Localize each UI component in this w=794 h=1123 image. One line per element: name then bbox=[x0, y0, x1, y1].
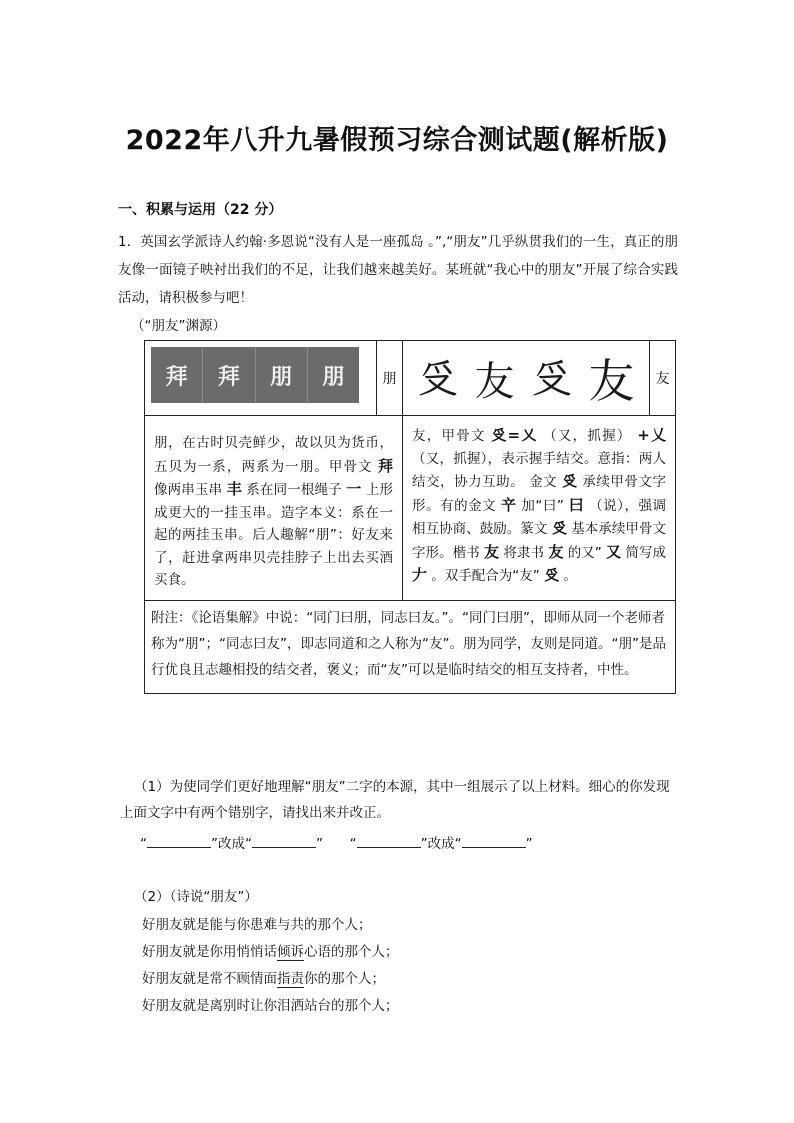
you-evolution-strip bbox=[409, 348, 643, 408]
you-desc-text: 的又” bbox=[567, 544, 602, 561]
you-glyph-3: 𠬪 bbox=[531, 355, 572, 402]
answer-blank-2[interactable] bbox=[252, 834, 316, 848]
you-clerical-glyph: 友 bbox=[548, 542, 564, 561]
you-desc-text: 承续甲骨文字形。有的金文 bbox=[412, 474, 666, 514]
peng-seal-4: 朋 bbox=[322, 364, 345, 390]
peng-seal-2: 拜 bbox=[203, 347, 255, 403]
poem-text: 你的那个人； bbox=[304, 971, 385, 987]
you-bronze-alt-glyph: 䇂 bbox=[501, 495, 517, 514]
poem-line bbox=[142, 966, 399, 993]
peng-char-cell: 朋 bbox=[377, 341, 403, 416]
poem bbox=[142, 912, 399, 1020]
source-label: （“朋友”渊源） bbox=[131, 318, 226, 334]
yue-glyph: 曰 bbox=[568, 495, 585, 514]
underlined-word: 倾诉 bbox=[277, 944, 304, 960]
rope-glyph: 一 bbox=[346, 480, 362, 498]
peng-seal-3: 朋 bbox=[256, 347, 308, 403]
peng-desc-text: 系在同一根绳子 bbox=[246, 482, 342, 498]
peng-desc-text: 上形成更大的一挂玉串。造字本义：系在一起的两挂玉串。后人趣解“朋”：好友来了，赶进拿两串贝壳挂脖子上出去买酒买食。 bbox=[154, 482, 394, 588]
you-desc-text: （又，抓握） bbox=[543, 428, 632, 444]
poem-line bbox=[142, 939, 399, 966]
answer-fill-line bbox=[140, 832, 533, 852]
poem-text: 好朋友就是离别时让你泪洒站台的那个人； bbox=[142, 998, 399, 1014]
you-desc-text: 。 bbox=[563, 568, 577, 584]
jade-string-glyph: 丰 bbox=[226, 480, 242, 498]
table-note: 附注：《论语集解》中说：“同门曰朋，同志曰友。”。“同门曰朋”，即师从同一个老师者称为“朋”；“同志曰友”，即志同道和之人称为“友”。朋为同学，友则是同道。“朋”是品行优良且志趣相投的结交者，褒义；而“友”可以是临时结交的相互支持者，中性。 bbox=[145, 600, 676, 693]
you-desc-text: 将隶书 bbox=[503, 544, 544, 561]
you-desc-text: 基本承续甲骨文字形。楷书 bbox=[412, 521, 666, 561]
you-evolution-images bbox=[403, 341, 650, 416]
peng-seal-strip bbox=[151, 347, 359, 403]
you-glyph-4: 友 bbox=[588, 354, 635, 408]
you-desc-text: 友，甲骨文 bbox=[412, 428, 486, 444]
section-heading: 一、积累与运用（22 分） bbox=[118, 202, 283, 218]
you-seal-glyph: 𠬪 bbox=[551, 519, 567, 537]
you-desc-text: 。双手配合为“友” bbox=[431, 568, 540, 584]
quote-mark: “ bbox=[349, 836, 357, 852]
change-to-text: ”改成“ bbox=[211, 836, 252, 852]
you-regular-glyph: 友 bbox=[484, 542, 500, 561]
you-bronze-glyph: 𠬪 bbox=[561, 472, 578, 490]
poem-line bbox=[142, 912, 399, 939]
peng-seal-1: 拜 bbox=[151, 347, 203, 403]
you-char-cell: 友 bbox=[650, 341, 676, 416]
peng-desc-text: 像两串玉串 bbox=[154, 482, 223, 498]
page-title: 2022年八升九暑假预习综合测试题(解析版) bbox=[125, 125, 669, 156]
quote-mark: ” bbox=[316, 836, 323, 852]
poem-text: 好朋友就是常不顾情面 bbox=[142, 971, 277, 987]
you-glyph-1: 𠬪 bbox=[417, 355, 458, 402]
answer-blank-3[interactable] bbox=[357, 834, 421, 848]
friend-origin-table bbox=[144, 340, 676, 694]
you-hands-glyph: 𠬪 bbox=[544, 566, 560, 584]
poem-line bbox=[142, 993, 399, 1020]
answer-blank-1[interactable] bbox=[147, 834, 211, 848]
peng-description bbox=[145, 416, 403, 601]
you-desc-text: （说），强调相互协商、鼓励。篆文 bbox=[412, 497, 667, 537]
you-again-glyph: 又 bbox=[606, 542, 622, 561]
peng-seal-images bbox=[145, 341, 377, 416]
poem-text: 好朋友就是能与你患难与共的那个人； bbox=[142, 917, 372, 933]
change-to-text: ”改成“ bbox=[420, 836, 462, 852]
subquestion-2-label: （2）（诗说“朋友”） bbox=[134, 889, 258, 905]
peng-oracle-glyph: 拜 bbox=[378, 456, 394, 475]
answer-blank-4[interactable] bbox=[462, 834, 526, 848]
you-desc-text: （又，抓握），表示握手结交。意指：两人结交，协力互助。 金文 bbox=[412, 450, 666, 490]
you-oracle-glyph: 𠬪=乂 bbox=[491, 426, 538, 444]
you-simplified-glyph: 𠂇 bbox=[412, 566, 428, 584]
peng-desc-text: 朋，在古时贝壳鲜少，故以贝为货币，五贝为一系，两系为一朋。甲骨文 bbox=[154, 435, 393, 475]
you-glyph-2: 友 bbox=[474, 358, 515, 405]
subquestion-1: （1）为使同学们更好地理解“朋友”二字的本源，其中一组展示了以上材料。细心的你发现上面文字中有两个错别字，请找出来并改正。 bbox=[120, 779, 670, 821]
poem-text: 好朋友就是你用悄悄话 bbox=[142, 944, 277, 960]
quote-mark: “ bbox=[140, 836, 147, 852]
poem-text: 心语的那个人； bbox=[304, 944, 399, 960]
you-hand-glyph: +乂 bbox=[637, 426, 667, 444]
quote-mark: ” bbox=[525, 836, 533, 852]
you-desc-text: 简写成 bbox=[625, 544, 667, 561]
you-desc-text: 加“曰” bbox=[521, 497, 564, 514]
underlined-word: 指责 bbox=[277, 971, 304, 987]
question-1-text: 1．英国玄学派诗人约翰·多恩说“没有人是一座孤岛 。”,“朋友”几乎纵贯我们的一生，真正的朋友像一面镜子映衬出我们的不足，让我们越来越美好。某班就“我心中的朋友”开展了综合实践活动，请积极参与吧！ bbox=[118, 234, 678, 306]
you-description bbox=[403, 416, 676, 601]
